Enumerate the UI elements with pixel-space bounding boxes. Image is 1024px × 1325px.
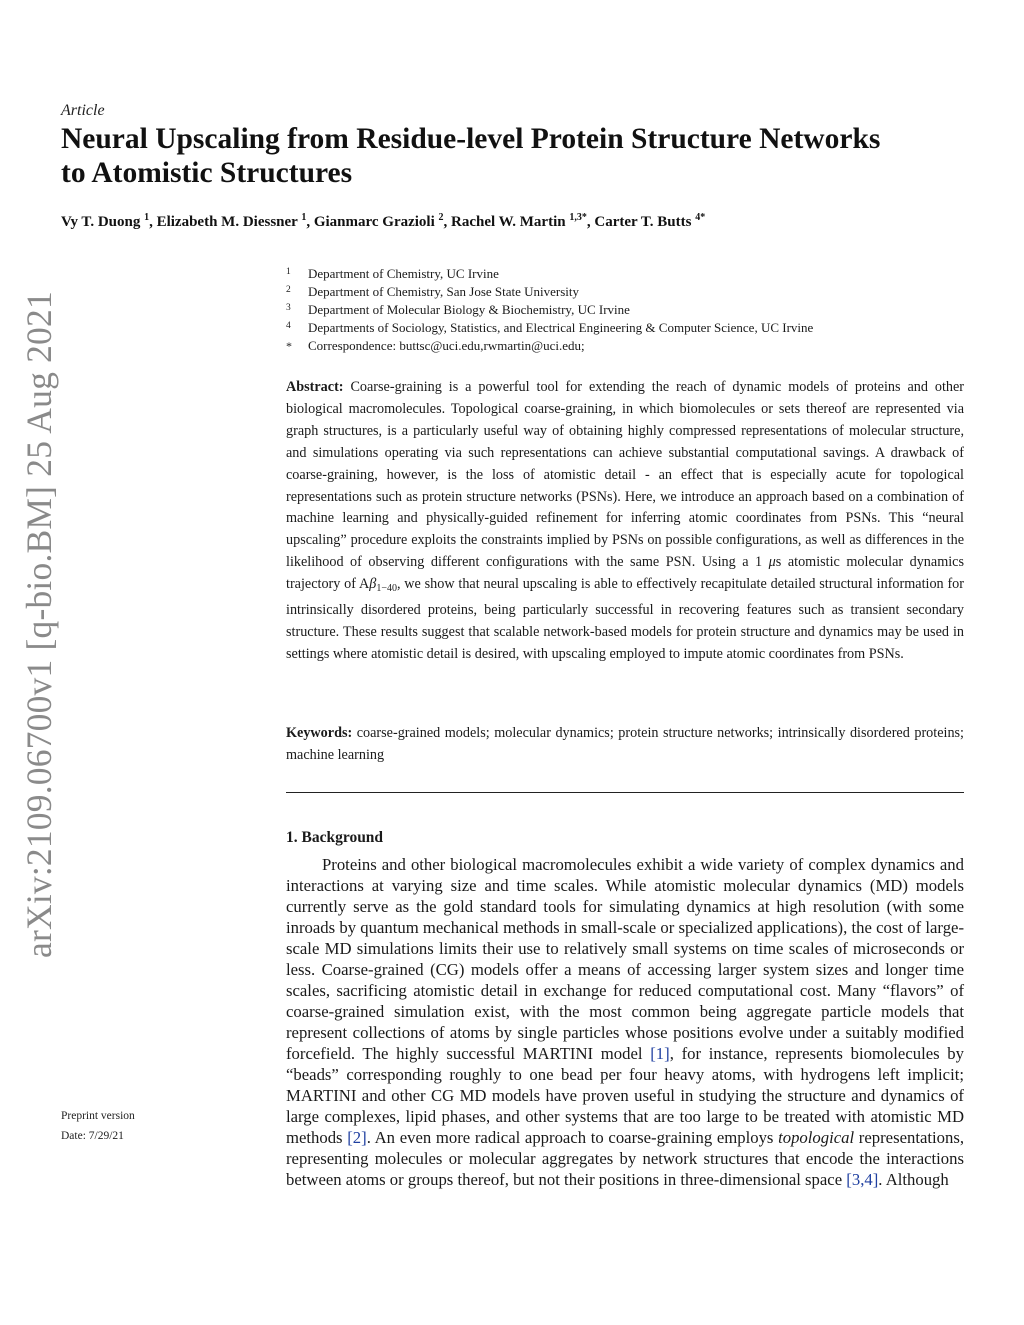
paragraph-text: . Although (878, 1170, 949, 1189)
abstract-text: Coarse-graining is a powerful tool for extending the reach of dynamic models of proteins and other biological macromolecules. Topological coarse-graining, in which biomolecules or sets thereof are represented via graph structures, is a particularly useful way of obtaining highly compressed representations of molecular structure, and simulations operating via such representations can achieve substantial computational savings. A drawback of coarse-graining, however, is the loss of atomistic detail - an effect that is especially acute for topological representations such as protein structure networks (PSNs). Here, we introduce an approach based on a combination of machine learning and physically-guided refinement for inferring atomic coordinates from PSNs. This “neural upscaling” procedure exploits the constraints implied by PSNs on possible configurations, as well as differences in the likelihood of observing different configurations with the same PSN. Using a 1 (286, 379, 965, 571)
affiliation-mark: 3 (286, 303, 291, 313)
affiliation-item (286, 283, 976, 301)
beta-subscript: 1−40 (376, 583, 397, 595)
author-name: Elizabeth M. Diessner (156, 214, 298, 230)
paragraph-text: Proteins and other biological macromolecules exhibit a wide variety of complex dynamics and interactions at varying size and time scales. While atomistic molecular dynamics (MD) models currently serve as the gold standard tools for simulating dynamics at high resolution (with some inroads by quantum mechanical methods in small-scale or specialized applications), the cost of large-scale MD simulations limits their use to relatively small systems on time scales of microseconds or less. Coarse-grained (CG) models offer a means of accessing larger system sizes and longer time scales, sacrificing atomistic detail in exchange for reduced computational cost. Many “flavors” of coarse-grained simulation exist, with the most common being aggregate particle models that represent collections of atoms by single particles whose positions evolve under a suitably modified forcefield. The highly successful MARTINI model (286, 855, 964, 1063)
preprint-version: Preprint version (61, 1110, 135, 1122)
author-list: Vy T. Duong $^1$, Elizabeth M. Diessner $^1$, Gianmarc Grazioli $^2$, Rachel W. Martin $^{1,3*}$, Carter T. Butts $^{4*}$ (61, 212, 706, 230)
affiliation-text: Department of Chemistry, San Jose State University (308, 284, 580, 299)
affiliation-list (286, 265, 976, 355)
author-affil-mark: 4* (695, 212, 706, 223)
mu-symbol: μ (768, 554, 776, 571)
paragraph-text: , for instance, represents biomolecules by “beads” corresponding roughly to one bead per four heavy atoms, with hydrogens left implicit; MARTINI and other CG MD models have proven useful in studying the structure and dynamics of large complexes, lipid phases, and other systems that are too large to be treated with atomistic MD methods (286, 1044, 964, 1147)
affiliation-text: Department of Molecular Biology & Biochemistry, UC Irvine (308, 302, 630, 317)
abstract-label: Abstract: (286, 379, 344, 395)
affiliation-item (286, 265, 976, 283)
paragraph-text: representations, representing molecules or molecular aggregates by network structures that encode the interactions between atoms or groups thereof, but not their positions in three-dimensional space (286, 1128, 964, 1189)
author-name: Gianmarc Grazioli (313, 214, 435, 230)
author-name: Carter T. Butts (594, 214, 692, 230)
background-paragraph (286, 854, 964, 1190)
paper-title (61, 122, 991, 190)
section-divider (286, 792, 964, 793)
citation-link[interactable]: [2] (347, 1128, 367, 1147)
author-affil-mark: 1,3* (569, 212, 587, 223)
correspondence-item (286, 337, 976, 355)
author-name: Rachel W. Martin (451, 214, 566, 230)
keywords (286, 723, 964, 767)
citation-link[interactable]: [3,4] (846, 1170, 879, 1189)
correspondence-text: Correspondence: buttsc@uci.edu,rwmartin@uci.edu; (308, 338, 585, 353)
preprint-date: Date: 7/29/21 (61, 1130, 124, 1142)
arxiv-identifier: arXiv:2109.06700v1 [q-bio.BM] 25 Aug 2021 (19, 291, 59, 958)
paragraph-text: . An even more radical approach to coarse-graining employs (366, 1128, 779, 1147)
author-affil-mark: 1 (144, 212, 150, 223)
title-line-2: to Atomistic Structures (61, 157, 353, 189)
title-line-1: Neural Upscaling from Residue-level Protein Structure Networks (61, 123, 881, 155)
affiliation-text: Department of Chemistry, UC Irvine (308, 266, 499, 281)
correspondence-mark: * (286, 339, 292, 353)
affiliation-item (286, 301, 976, 319)
author-name: Vy T. Duong (61, 214, 141, 230)
article-type-label: Article (61, 102, 105, 119)
author-affil-mark: 1 (301, 212, 307, 223)
author-affil-mark: 2 (438, 212, 444, 223)
emphasis-text: topological (778, 1128, 855, 1147)
abstract-text-mid: s atomistic molecular dynamics trajectory of A (286, 554, 964, 593)
abstract-text-end: , we show that neural upscaling is able to effectively recapitulate detailed structural information for intrinsically disordered proteins, being particularly successful in recovering features such as transient secondary structure. These results suggest that scalable network-based models for protein structure and dynamics may be used in settings where atomistic detail is desired, with upscaling employed to impute atomic coordinates from PSNs. (286, 576, 964, 662)
affiliation-item (286, 319, 976, 337)
beta-symbol: β (369, 576, 377, 593)
section-heading: 1. Background (286, 829, 384, 846)
keywords-text: coarse-grained models; molecular dynamics; protein structure networks; intrinsically disordered proteins; machine learning (286, 725, 964, 763)
affiliation-mark: 2 (286, 285, 291, 295)
citation-link[interactable]: [1] (650, 1044, 670, 1063)
abstract (286, 377, 964, 666)
keywords-label: Keywords: (286, 725, 353, 741)
affiliation-text: Departments of Sociology, Statistics, and Electrical Engineering & Computer Science, UC Irvine (308, 320, 814, 335)
affiliation-mark: 1 (286, 267, 291, 277)
preprint-info (61, 1106, 135, 1146)
affiliation-mark: 4 (286, 321, 291, 331)
